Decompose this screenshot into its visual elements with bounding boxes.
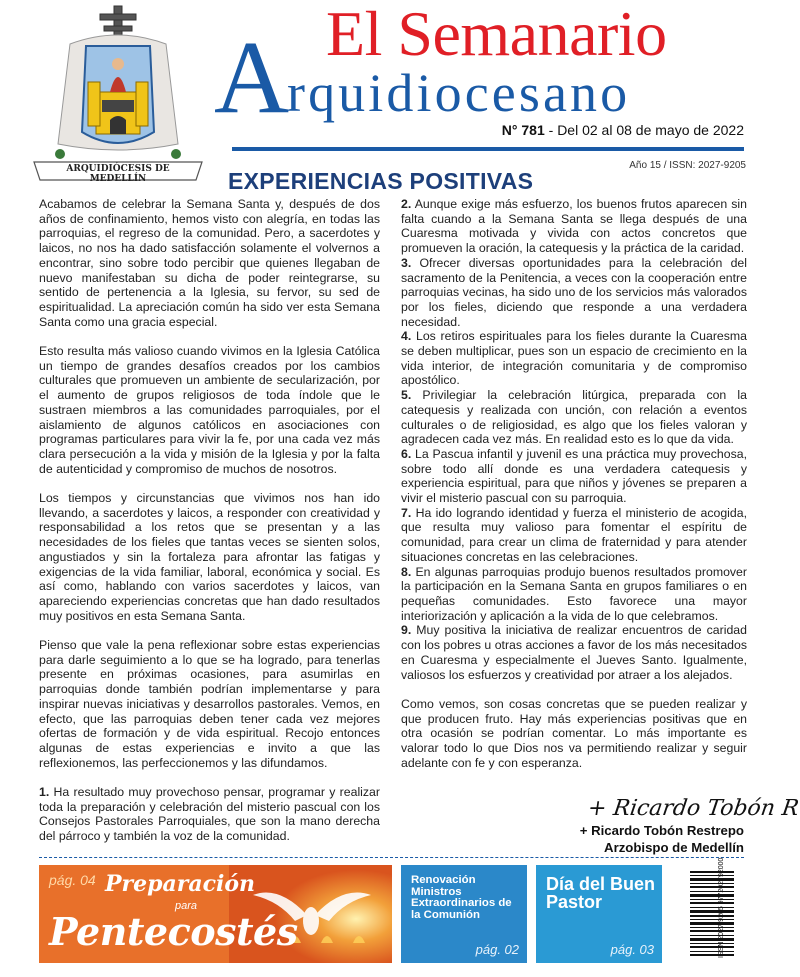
- point-number: 8.: [401, 564, 412, 579]
- promo-page-ref: pág. 04: [49, 872, 96, 888]
- paragraph: Acabamos de celebrar la Semana Santa y, después de dos años de confinamiento, hemos visto con alegría, en todas las parroquias, el regreso de la comunidad. Pero, a sacerdotes y laicos, no nos ha dado satisfacción solamente el volvernos a encontrar, sino sobre todo percibir que quienes llegaban de nuevo manifestaban su dicha de poder reintegrarse, su sentido de pertenencia a la Iglesia, su fervor, su sed de espiritualidad. La apreciación común ha sido ver esta Semana Santa como una gracia especial.: [39, 197, 380, 329]
- masthead-initial-a: A: [214, 20, 290, 135]
- point-number: 3.: [401, 255, 412, 270]
- promo-good-shepherd[interactable]: [536, 865, 662, 963]
- point-number: 2.: [401, 197, 412, 211]
- barcode: [672, 865, 744, 963]
- year-issn: Año 15 / ISSN: 2027-9205: [629, 160, 746, 171]
- article-column-left: [39, 197, 380, 844]
- point-number: 7.: [401, 505, 412, 520]
- numbered-point: [401, 388, 747, 447]
- numbered-point: [401, 329, 747, 388]
- numbered-point: [401, 256, 747, 330]
- point-text: Ha ido logrando identidad y fuerza el ministerio de acogida, que resulta muy valioso para fomentar el espíritu de comunidad, para crear un clima de fraternidad y para atender situaciones concretas en las celebraciones.: [401, 505, 747, 564]
- numbered-point: [39, 785, 380, 844]
- archdiocese-crest: [30, 4, 206, 190]
- masthead-title-line2: rquidiocesano: [287, 63, 631, 123]
- point-text: Muy positiva la iniciativa de realizar encuentros de caridad con los pobres u otras acciones a favor de los más necesitados en Cuaresma y especialmente el Jueves Santo. Igualmente, valiosos los esfuerzos y creatividad por atraer a los alejados.: [401, 623, 747, 682]
- paragraph: Pienso que vale la pena reflexionar sobre estas experiencias para darle seguimiento a lo que se ha logrado, para tenerlas presente en próximas ocasiones, para asumirlas en parroquias donde también podrían implementarse y para inspirar nuevas iniciativas y desarrollos pastorales. Vemos, en efecto, que las parroquias deben tener cada vez mejores ofertas de formación y de vida espiritual. Recojo entonces algunas de estas experiencias e invito a que las reflexionemos, las perfeccionemos y las difundamos.: [39, 638, 380, 770]
- promo-page-ref: pág. 02: [475, 942, 519, 957]
- point-number: 6.: [401, 446, 412, 461]
- barcode-text: ISSN 2027-9205 977202792000: [718, 857, 725, 958]
- issue-dates: - Del 02 al 08 de mayo de 2022: [544, 122, 744, 138]
- article-column-right: [401, 197, 747, 770]
- signature-block: [580, 822, 744, 856]
- numbered-point: [401, 197, 747, 256]
- promo-title: Día del Buen Pastor: [546, 874, 656, 912]
- point-number: 4.: [401, 329, 412, 344]
- closing-paragraph: Como vemos, son cosas concretas que se pueden realizar y que producen fruto. Hay más experiencias positivas que en otra ocasión se podrían comentar. Lo más importante es valorar todo lo que Dios nos va permitiendo realizar y seguir adelante con fe y con esperanza.: [401, 696, 747, 770]
- promo-title-pentecost: Pentecostés: [49, 909, 298, 954]
- promo-title: Preparación: [105, 871, 256, 897]
- point-number: 9.: [401, 623, 412, 638]
- numbered-point: [401, 565, 747, 624]
- point-text: La Pascua infantil y juvenil es una práctica muy provechosa, sobre todo allí donde es una verdadera catequesis y experiencia espiritual, para que niños y jóvenes se preparen a vivir el misterio pascual con su parroquia.: [401, 446, 747, 506]
- point-text: En algunas parroquias produjo buenos resultados promover la participación en la Semana Santa en grupos familiares o en pequeñas comunidades. Esto favorece una mayor interiorización y aplicación a la vida de lo que celebramos.: [401, 564, 747, 623]
- handwritten-signature: + Ricardo Tobón R: [586, 796, 800, 821]
- point-text: Ofrecer diversas oportunidades para la celebración del sacramento de la Penitencia, a veces con la cooperación entre parroquias vecinas, ha sido uno de los servicios más valorados por los fieles, diciendo que responde a una verdadera necesidad.: [401, 255, 747, 329]
- numbered-point: [401, 623, 747, 682]
- signer-name: + Ricardo Tobón Restrepo: [579, 823, 744, 838]
- point-number: 1.: [39, 785, 50, 800]
- masthead-title-line1: El Semanario: [326, 0, 667, 69]
- issue-number: N° 781: [501, 122, 545, 138]
- promo-title-connector: para: [175, 900, 198, 912]
- point-text: Aunque exige más esfuerzo, los buenos frutos aparecen sin falta cuando a la Semana Santa se llega después de una Cuaresma motivada y vivida con actos concretos que promueven la oración, la catequesis y la práctica de la caridad.: [401, 197, 747, 256]
- header-divider: [232, 147, 744, 151]
- point-text: Ha resultado muy provechoso pensar, programar y realizar toda la preparación y celebración del misterio pascual con los Consejos Pastorales Parroquiales, que son la mano derecha del párroco y también la voz de la comunidad.: [39, 785, 380, 844]
- article-headline: EXPERIENCIAS POSITIVAS: [228, 168, 534, 194]
- promo-ministers[interactable]: [401, 865, 527, 963]
- point-text: Los retiros espirituales para los fieles durante la Cuaresma se deben multiplicar, pues son un espacio de crecimiento en la vida interior, de integración comunitaria y de compromiso apostólico.: [401, 329, 747, 388]
- footer-divider: [39, 857, 744, 858]
- promo-pentecost[interactable]: [39, 865, 392, 963]
- promo-title: Renovación Ministros Extraordinarios de la Comunión: [411, 874, 512, 921]
- point-number: 5.: [401, 388, 412, 403]
- paragraph: Los tiempos y circunstancias que vivimos nos han ido llevando, a sacerdotes y laicos, a responder con creatividad y responsabilidad a los retos que se presentan y a las necesidades de los fieles que tantas veces se sienten solos, angustiados y sin la fortaleza para afrontar las fatigas y exigencias de la vida familiar, laboral, económica y social. Es así como, hablando con varios sacerdotes y laicos, van apareciendo experiencias concretas que han dado resultados muy positivos en esta Semana Santa.: [39, 491, 380, 623]
- issue-info: [502, 122, 744, 138]
- numbered-point: [401, 506, 747, 565]
- numbered-point: [401, 447, 747, 506]
- signer-role: Arzobispo de Medellín: [604, 840, 744, 855]
- point-text: Privilegiar la celebración litúrgica, preparada con la catequesis y realizada con unción, con relación a eventos culturales o de religiosidad, es algo que los fieles valoran y agradecen cada vez más. En realidad esto es lo que da vida.: [401, 388, 747, 447]
- promo-page-ref: pág. 03: [610, 942, 654, 957]
- crest-banner-text: ARQUIDIÓCESIS DE MEDELLÍN: [66, 164, 170, 184]
- paragraph: Esto resulta más valioso cuando vivimos en la Iglesia Católica un tiempo de grandes desafíos creados por los cambios culturales que promueven un ambiente de secularización, por el aumento de grupos religiosos de toda índole que le sustraen miembros a las comunidades parroquiales, por el aislamiento de algunos católicos en asociaciones con programas particulares para vivir la fe, por una cada vez más clara persecución a la vida y misión de la Iglesia y por la falta de autenticidad y compromiso de muchos de nosotros.: [39, 344, 380, 476]
